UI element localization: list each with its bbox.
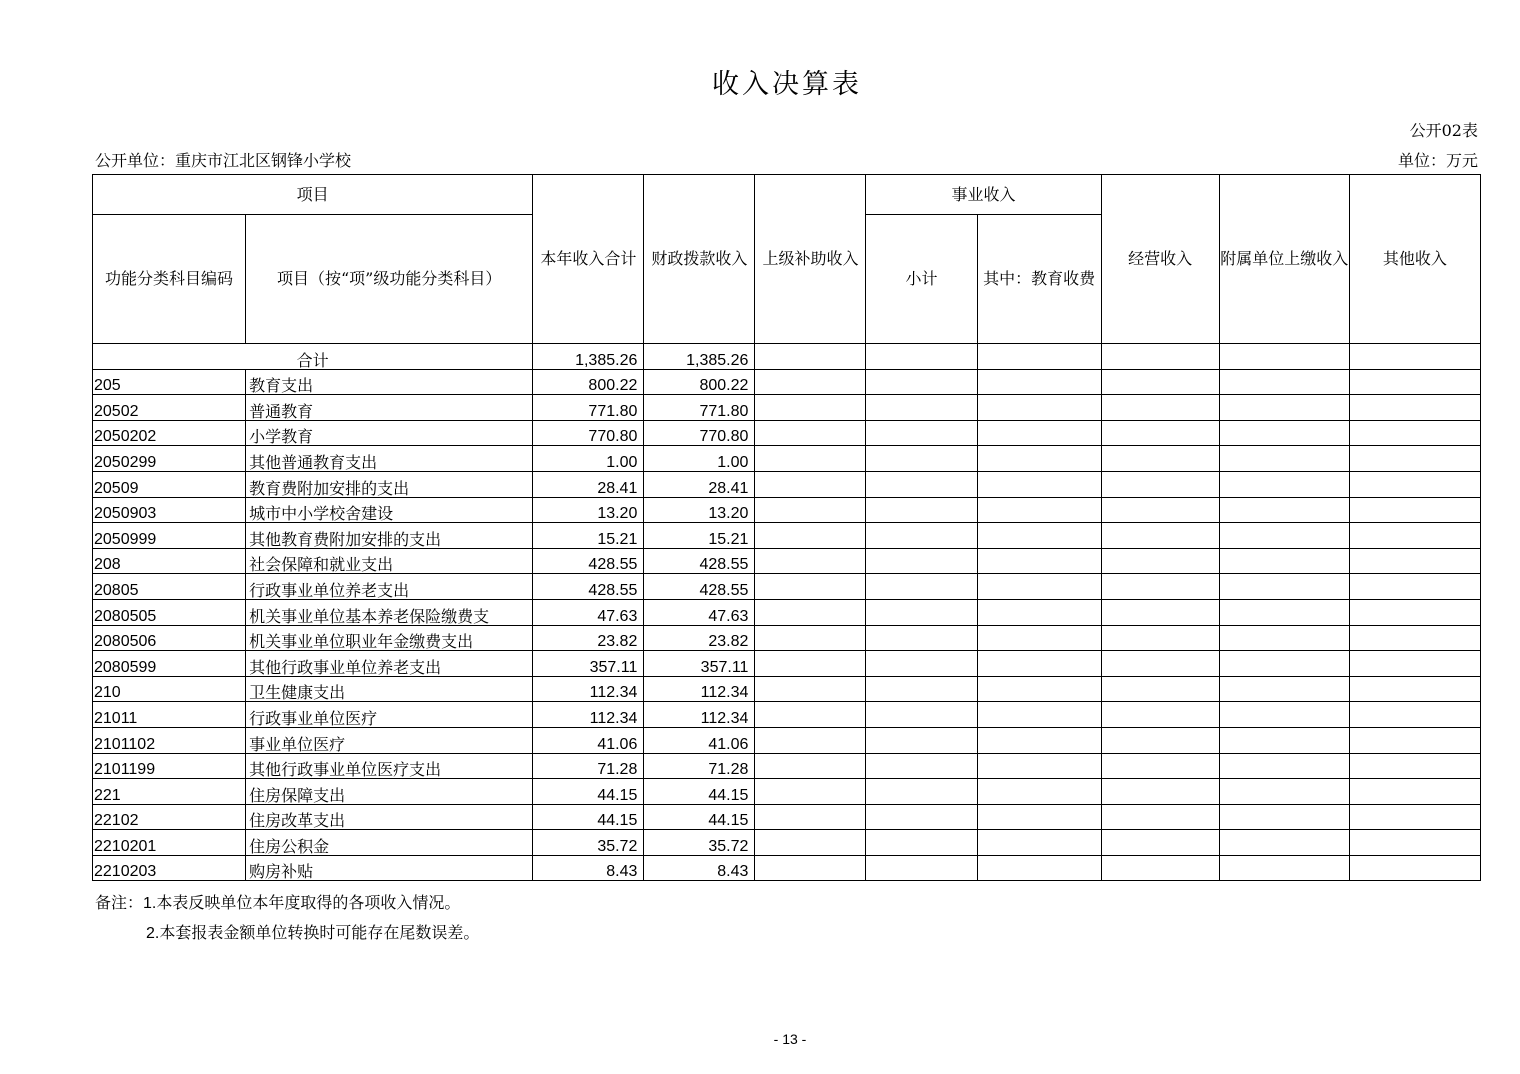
empty-cell — [1349, 753, 1480, 779]
empty-cell — [1219, 446, 1349, 472]
empty-cell — [1101, 523, 1219, 549]
empty-cell — [1219, 599, 1349, 625]
empty-cell — [755, 855, 866, 881]
row-code: 2210201 — [93, 830, 246, 856]
row-fiscal: 41.06 — [644, 727, 755, 753]
header-item-name: 项目（按“项”级功能分类科目） — [246, 215, 533, 344]
row-total-income: 428.55 — [533, 574, 644, 600]
row-fiscal: 15.21 — [644, 523, 755, 549]
table-row — [93, 599, 1481, 625]
table-row — [93, 779, 1481, 805]
empty-cell — [755, 395, 866, 421]
income-table — [92, 174, 1481, 881]
row-code: 2080506 — [93, 625, 246, 651]
empty-cell — [755, 779, 866, 805]
row-fiscal: 1.00 — [644, 446, 755, 472]
row-fiscal: 357.11 — [644, 651, 755, 677]
note-1: 备注：1.本表反映单位本年度取得的各项收入情况。 — [95, 893, 461, 912]
empty-cell — [1219, 369, 1349, 395]
row-total-income: 44.15 — [533, 804, 644, 830]
table-row — [93, 548, 1481, 574]
empty-cell — [866, 830, 977, 856]
empty-cell — [1219, 497, 1349, 523]
header-subtotal: 小计 — [866, 215, 977, 344]
empty-cell — [1101, 420, 1219, 446]
empty-cell — [1101, 497, 1219, 523]
empty-cell — [1349, 574, 1480, 600]
empty-cell — [866, 523, 977, 549]
row-name: 社会保障和就业支出 — [246, 548, 533, 574]
row-fiscal: 44.15 — [644, 779, 755, 805]
empty-cell — [1219, 727, 1349, 753]
empty-cell — [755, 830, 866, 856]
empty-cell — [1349, 395, 1480, 421]
row-fiscal: 112.34 — [644, 702, 755, 728]
row-total-income: 357.11 — [533, 651, 644, 677]
notes — [95, 888, 479, 948]
empty-cell — [755, 727, 866, 753]
table-row — [93, 753, 1481, 779]
row-fiscal: 800.22 — [644, 369, 755, 395]
currency-unit: 单位：万元 — [1397, 151, 1478, 170]
total-fiscal-value: 1,385.26 — [644, 344, 755, 370]
empty-cell — [866, 574, 977, 600]
row-code: 22102 — [93, 804, 246, 830]
table-row — [93, 523, 1481, 549]
empty-cell — [755, 804, 866, 830]
empty-cell — [1349, 830, 1480, 856]
row-code: 205 — [93, 369, 246, 395]
table-row — [93, 574, 1481, 600]
empty-cell — [977, 830, 1101, 856]
row-total-income: 28.41 — [533, 471, 644, 497]
row-code: 2050903 — [93, 497, 246, 523]
empty-cell — [755, 651, 866, 677]
row-name: 机关事业单位基本养老保险缴费支 — [246, 599, 533, 625]
row-name: 教育支出 — [246, 369, 533, 395]
empty-cell — [1349, 471, 1480, 497]
empty-cell — [866, 727, 977, 753]
form-number: 公开02表 — [1409, 121, 1478, 140]
empty-cell — [755, 702, 866, 728]
table-row — [93, 446, 1481, 472]
empty-cell — [866, 395, 977, 421]
row-fiscal: 35.72 — [644, 830, 755, 856]
row-fiscal: 770.80 — [644, 420, 755, 446]
empty-cell — [1219, 855, 1349, 881]
empty-cell — [1349, 523, 1480, 549]
row-total-income: 71.28 — [533, 753, 644, 779]
empty-cell — [1101, 830, 1219, 856]
row-total-income: 428.55 — [533, 548, 644, 574]
empty-cell — [755, 548, 866, 574]
empty-cell — [1219, 548, 1349, 574]
empty-cell — [977, 471, 1101, 497]
total-row — [93, 344, 1481, 370]
empty-cell — [1101, 446, 1219, 472]
row-total-income: 112.34 — [533, 702, 644, 728]
empty-cell — [1101, 625, 1219, 651]
row-total-income: 112.34 — [533, 676, 644, 702]
empty-cell — [866, 804, 977, 830]
empty-cell — [1101, 727, 1219, 753]
empty-cell — [1219, 830, 1349, 856]
empty-cell — [755, 523, 866, 549]
empty-cell — [1349, 548, 1480, 574]
note-2: 2.本套报表金额单位转换时可能存在尾数误差。 — [146, 923, 480, 942]
row-name: 购房补贴 — [246, 855, 533, 881]
empty-cell — [977, 727, 1101, 753]
header-edu-fee: 其中：教育收费 — [977, 215, 1101, 344]
row-total-income: 8.43 — [533, 855, 644, 881]
header-fiscal: 财政拨款收入 — [644, 175, 755, 344]
row-name: 城市中小学校舍建设 — [246, 497, 533, 523]
row-code: 2050299 — [93, 446, 246, 472]
empty-cell — [866, 497, 977, 523]
empty-cell — [1101, 574, 1219, 600]
row-name: 其他普通教育支出 — [246, 446, 533, 472]
table-row — [93, 497, 1481, 523]
table-row — [93, 804, 1481, 830]
row-name: 机关事业单位职业年金缴费支出 — [246, 625, 533, 651]
row-name: 普通教育 — [246, 395, 533, 421]
row-fiscal: 71.28 — [644, 753, 755, 779]
empty-cell — [755, 625, 866, 651]
row-name: 行政事业单位医疗 — [246, 702, 533, 728]
row-total-income: 44.15 — [533, 779, 644, 805]
empty-cell — [755, 574, 866, 600]
row-fiscal: 47.63 — [644, 599, 755, 625]
empty-cell — [866, 369, 977, 395]
empty-cell — [866, 855, 977, 881]
empty-cell — [1219, 471, 1349, 497]
empty-cell — [977, 779, 1101, 805]
empty-cell — [977, 651, 1101, 677]
empty-cell — [977, 676, 1101, 702]
empty-cell — [977, 497, 1101, 523]
empty-cell — [977, 855, 1101, 881]
empty-cell — [755, 369, 866, 395]
empty-cell — [1349, 651, 1480, 677]
total-income-value: 1,385.26 — [533, 344, 644, 370]
row-fiscal: 428.55 — [644, 548, 755, 574]
row-fiscal: 23.82 — [644, 625, 755, 651]
row-fiscal: 8.43 — [644, 855, 755, 881]
row-code: 2210203 — [93, 855, 246, 881]
empty-cell — [755, 497, 866, 523]
row-code: 2080599 — [93, 651, 246, 677]
empty-cell — [755, 420, 866, 446]
row-total-income: 41.06 — [533, 727, 644, 753]
empty-cell — [866, 651, 977, 677]
row-name: 其他行政事业单位医疗支出 — [246, 753, 533, 779]
page-number: - 13 - — [773, 1031, 807, 1047]
header-affiliated: 附属单位上缴收入 — [1219, 175, 1349, 344]
row-total-income: 770.80 — [533, 420, 644, 446]
row-name: 小学教育 — [246, 420, 533, 446]
row-code: 2050999 — [93, 523, 246, 549]
empty-cell — [1219, 804, 1349, 830]
row-total-income: 1.00 — [533, 446, 644, 472]
row-name: 行政事业单位养老支出 — [246, 574, 533, 600]
row-code: 20805 — [93, 574, 246, 600]
empty-cell — [755, 599, 866, 625]
row-name: 住房公积金 — [246, 830, 533, 856]
empty-cell — [1219, 702, 1349, 728]
row-fiscal: 112.34 — [644, 676, 755, 702]
table-row — [93, 855, 1481, 881]
empty-cell — [977, 574, 1101, 600]
empty-cell — [1101, 599, 1219, 625]
table-row — [93, 395, 1481, 421]
empty-cell — [755, 471, 866, 497]
row-fiscal: 13.20 — [644, 497, 755, 523]
empty-cell — [1219, 523, 1349, 549]
empty-cell — [866, 420, 977, 446]
row-total-income: 800.22 — [533, 369, 644, 395]
row-name: 卫生健康支出 — [246, 676, 533, 702]
empty-cell — [1101, 471, 1219, 497]
empty-cell — [866, 471, 977, 497]
table-row — [93, 727, 1481, 753]
empty-cell — [1349, 804, 1480, 830]
empty-cell — [1101, 395, 1219, 421]
header-row-1 — [93, 175, 1481, 215]
empty-cell — [977, 804, 1101, 830]
row-code: 221 — [93, 779, 246, 805]
empty-cell — [977, 753, 1101, 779]
row-code: 2080505 — [93, 599, 246, 625]
row-total-income: 15.21 — [533, 523, 644, 549]
row-fiscal: 428.55 — [644, 574, 755, 600]
row-total-income: 13.20 — [533, 497, 644, 523]
empty-cell — [866, 446, 977, 472]
row-name: 住房改革支出 — [246, 804, 533, 830]
empty-cell — [977, 523, 1101, 549]
empty-cell — [977, 395, 1101, 421]
empty-cell — [977, 446, 1101, 472]
empty-cell — [1349, 702, 1480, 728]
empty-cell — [866, 779, 977, 805]
row-total-income: 23.82 — [533, 625, 644, 651]
empty-cell — [866, 753, 977, 779]
row-code: 20509 — [93, 471, 246, 497]
row-name: 住房保障支出 — [246, 779, 533, 805]
empty-cell — [977, 420, 1101, 446]
empty-cell — [1101, 369, 1219, 395]
table-row — [93, 702, 1481, 728]
header-other: 其他收入 — [1349, 175, 1480, 344]
total-label: 合计 — [93, 344, 533, 370]
empty-cell — [866, 676, 977, 702]
table-row — [93, 420, 1481, 446]
empty-cell — [1349, 625, 1480, 651]
empty-cell — [1349, 727, 1480, 753]
empty-cell — [1101, 651, 1219, 677]
empty-cell — [755, 676, 866, 702]
page-title: 收入决算表 — [712, 69, 862, 100]
empty-cell — [866, 702, 977, 728]
row-fiscal: 28.41 — [644, 471, 755, 497]
empty-cell — [1219, 420, 1349, 446]
header-operating: 经营收入 — [1101, 175, 1219, 344]
row-name: 教育费附加安排的支出 — [246, 471, 533, 497]
table-row — [93, 830, 1481, 856]
empty-cell — [755, 753, 866, 779]
empty-cell — [1349, 369, 1480, 395]
table-row — [93, 471, 1481, 497]
row-code: 20502 — [93, 395, 246, 421]
header-item: 项目 — [93, 175, 533, 215]
table-row — [93, 625, 1481, 651]
empty-cell — [977, 548, 1101, 574]
empty-cell — [1349, 446, 1480, 472]
row-code: 2050202 — [93, 420, 246, 446]
empty-cell — [1101, 779, 1219, 805]
header-business-income: 事业收入 — [866, 175, 1101, 215]
row-total-income: 771.80 — [533, 395, 644, 421]
empty-cell — [1349, 497, 1480, 523]
row-name: 其他教育费附加安排的支出 — [246, 523, 533, 549]
empty-cell — [1219, 395, 1349, 421]
row-code: 210 — [93, 676, 246, 702]
empty-cell — [977, 369, 1101, 395]
header-total-income: 本年收入合计 — [533, 175, 644, 344]
empty-cell — [1219, 574, 1349, 600]
empty-cell — [1101, 753, 1219, 779]
empty-cell — [1219, 779, 1349, 805]
row-code: 208 — [93, 548, 246, 574]
row-code: 2101102 — [93, 727, 246, 753]
empty-cell — [1349, 676, 1480, 702]
empty-cell — [1101, 855, 1219, 881]
empty-cell — [977, 702, 1101, 728]
empty-cell — [1219, 651, 1349, 677]
empty-cell — [977, 599, 1101, 625]
empty-cell — [1101, 804, 1219, 830]
row-name: 事业单位医疗 — [246, 727, 533, 753]
row-fiscal: 44.15 — [644, 804, 755, 830]
empty-cell — [1101, 548, 1219, 574]
reporting-unit: 公开单位：重庆市江北区钢锋小学校 — [95, 151, 352, 170]
table-row — [93, 651, 1481, 677]
empty-cell — [1349, 855, 1480, 881]
empty-cell — [866, 548, 977, 574]
table-row — [93, 676, 1481, 702]
empty-cell — [1219, 625, 1349, 651]
empty-cell — [866, 599, 977, 625]
empty-cell — [977, 625, 1101, 651]
empty-cell — [1219, 753, 1349, 779]
empty-cell — [1219, 676, 1349, 702]
empty-cell — [1349, 599, 1480, 625]
row-code: 2101199 — [93, 753, 246, 779]
header-superior-subsidy: 上级补助收入 — [755, 175, 866, 344]
empty-cell — [1101, 702, 1219, 728]
row-name: 其他行政事业单位养老支出 — [246, 651, 533, 677]
row-total-income: 47.63 — [533, 599, 644, 625]
empty-cell — [1349, 420, 1480, 446]
table-row — [93, 369, 1481, 395]
row-fiscal: 771.80 — [644, 395, 755, 421]
empty-cell — [866, 625, 977, 651]
row-total-income: 35.72 — [533, 830, 644, 856]
header-code: 功能分类科目编码 — [93, 215, 246, 344]
row-code: 21011 — [93, 702, 246, 728]
empty-cell — [755, 446, 866, 472]
empty-cell — [1101, 676, 1219, 702]
empty-cell — [1349, 779, 1480, 805]
